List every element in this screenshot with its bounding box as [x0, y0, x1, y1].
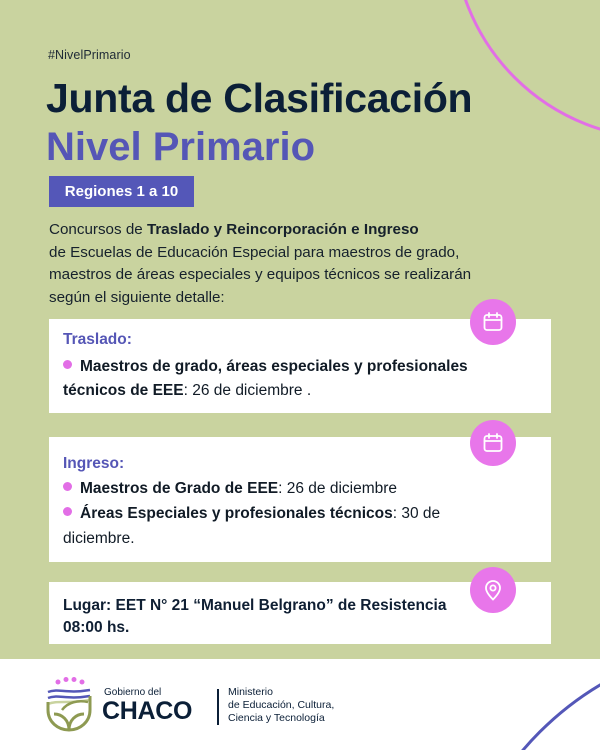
intro-prefix: Concursos de — [49, 221, 147, 238]
intro-line: según el siguiente detalle: — [49, 288, 225, 306]
chaco-wordmark: CHACO — [102, 697, 193, 725]
ingreso-item: Áreas Especiales y profesionales técnicos: 30 de — [63, 506, 440, 522]
hashtag: #NivelPrimario — [48, 48, 131, 62]
footer-divider — [217, 689, 219, 725]
bullet-dot — [63, 507, 72, 516]
intro-line: maestros de áreas especiales y equipos técnicos se realizarán — [49, 266, 472, 283]
calendar-icon — [470, 420, 516, 466]
hora-line: 08:00 hs. — [63, 619, 130, 636]
bullet-dot — [63, 482, 72, 491]
ingreso-title: Ingreso: — [63, 455, 125, 472]
page-title: Junta de Clasificación — [46, 75, 473, 121]
traslado-item: Maestros de grado, áreas especiales y profesionales — [63, 359, 468, 375]
ministerio-label: Ministerio de Educación, Cultura, Ciencia y Tecnología — [228, 686, 335, 724]
regions-badge: Regiones 1 a 10 — [49, 176, 194, 207]
gobierno-del-label: Gobierno del — [104, 687, 162, 698]
lugar-line: Lugar: EET N° 21 “Manuel Belgrano” de Resistencia — [63, 597, 447, 614]
ingreso-item: Maestros de Grado de EEE: 26 de diciembre — [63, 481, 397, 497]
chaco-logo-icon — [44, 676, 94, 732]
bullet-dot — [63, 360, 72, 369]
location-pin-icon — [470, 567, 516, 613]
traslado-title: Traslado: — [63, 331, 132, 348]
ingreso-item-cont: diciembre. — [63, 530, 135, 547]
intro-paragraph — [49, 219, 569, 309]
intro-bold: Traslado y Reincorporación e Ingreso — [146, 221, 419, 238]
intro-line: de Escuelas de Educación Especial para maestros de grado, — [49, 243, 460, 261]
traslado-item-cont: técnicos de EEE: 26 de diciembre . — [63, 382, 312, 399]
calendar-icon — [470, 299, 516, 345]
page-subtitle: Nivel Primario — [46, 125, 316, 169]
